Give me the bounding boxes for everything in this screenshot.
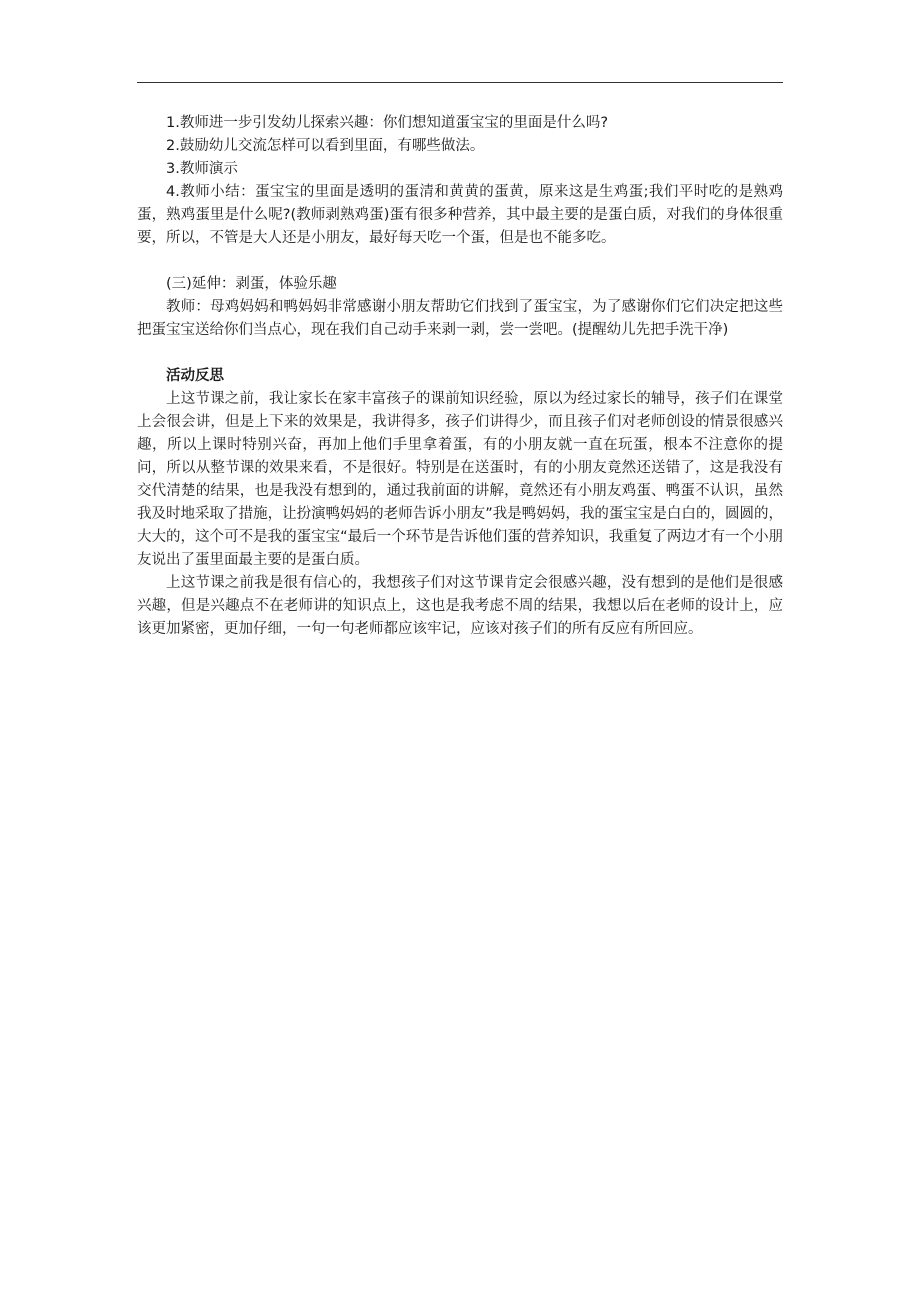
reflection-paragraph-2: 上这节课之前我是很有信心的，我想孩子们对这节课肯定会很感兴趣，没有想到的是他们是很感兴趣，但是兴趣点不在老师讲的知识点上，这也是我考虑不周的结果，我想以后在老师的设计上，应该更加紧密，更加仔细，一句一句老师都应该牢记，应该对孩子们的所有反应有所回应。: [137, 575, 783, 637]
header-rule: [137, 82, 783, 83]
step-2: 2.鼓励幼儿交流怎样可以看到里面，有哪些做法。: [166, 138, 485, 154]
step-1: 1.教师进一步引发幼儿探索兴趣：你们想知道蛋宝宝的里面是什么吗?: [166, 115, 609, 131]
step-3: 3.教师演示: [166, 161, 238, 177]
extension-title: (三)延伸：剥蛋，体验乐趣: [166, 276, 337, 292]
document-body: [137, 112, 783, 641]
paragraph-gap: [137, 342, 783, 365]
reflection-paragraph-1: 上这节课之前，我让家长在家丰富孩子的课前知识经验，原以为经过家长的辅导，孩子们在课堂上会很会讲，但是上下来的效果是，我讲得多，孩子们讲得少，而且孩子们对老师创设的情景很感兴趣，所以上课时特别兴奋，再加上他们手里拿着蛋，有的小朋友就一直在玩蛋，根本不注意你的提问，所以从整节课的效果来看，不是很好。特别是在送蛋时，有的小朋友竟然还送错了，这是我没有交代清楚的结果，也是我没有想到的，通过我前面的讲解，竟然还有小朋友鸡蛋、鸭蛋不认识，虽然我及时地采取了措施，让扮演鸭妈妈的老师告诉小朋友”我是鸭妈妈，我的蛋宝宝是白白的，圆圆的，大大的，这个可不是我的蛋宝宝“最后一个环节是告诉他们蛋的营养知识，我重复了两边才有一个小朋友说出了蛋里面最主要的是蛋白质。: [137, 391, 783, 568]
paragraph-gap: [137, 250, 783, 273]
extension-text: 教师：母鸡妈妈和鸭妈妈非常感谢小朋友帮助它们找到了蛋宝宝，为了感谢你们它们决定把这些把蛋宝宝送给你们当点心，现在我们自己动手来剥一剥，尝一尝吧。(提醒幼儿先把手洗干净): [137, 299, 783, 338]
step-4: 4.教师小结：蛋宝宝的里面是透明的蛋清和黄黄的蛋黄，原来这是生鸡蛋;我们平时吃的是熟鸡蛋，熟鸡蛋里是什么呢?(教师剥熟鸡蛋)蛋有很多种营养，其中最主要的是蛋白质，对我们的身体很重要，所以，不管是大人还是小朋友，最好每天吃一个蛋，但是也不能多吃。: [137, 184, 783, 246]
reflection-heading: 活动反思: [166, 368, 224, 384]
